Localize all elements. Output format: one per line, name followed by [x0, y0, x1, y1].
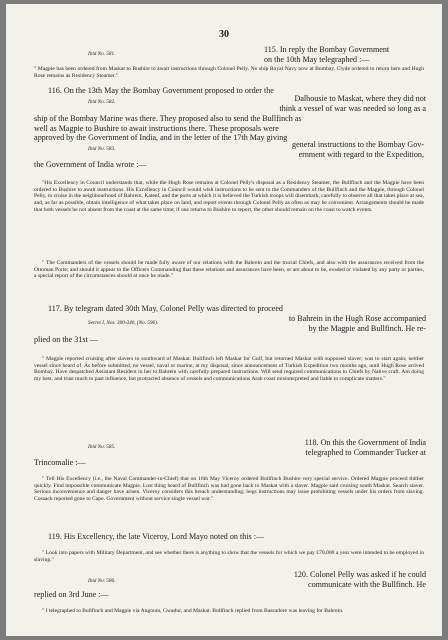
text-line: on the 10th May telegraphed :—: [264, 54, 370, 64]
text-line: well as Magpie to Bushire to await instructions there. These proposals were: [34, 123, 279, 133]
heading-p118a: [261, 438, 426, 457]
heading-p116d: [256, 140, 424, 159]
text-line: 119. His Excellency, the late Viceroy, Lord Mayo noted on this :—: [48, 532, 265, 541]
text-line: communicate with the Bullfinch. He: [307, 579, 426, 589]
text-line: plied on the 31st —: [34, 335, 98, 344]
text-line: telegraphed to Commander Tucker at: [305, 447, 426, 457]
text-line: replied on 3rd June :—: [34, 590, 109, 599]
text-line: 120. Colonel Pelly was asked if he could: [293, 570, 426, 579]
heading-p116b: [261, 94, 426, 113]
text-line: ship of the Bombay Marine was there. They proposed also to send the Bullfinch as: [34, 114, 302, 123]
heading-p119: [34, 532, 426, 542]
quote-q120: " I telegraphed to Bullfinch and Magpie via Angoum, Gwadur, and Maskat. Bullfinch replied from Bassadore was leaving for Bahrein.: [42, 608, 344, 614]
ref-ref-581: Ibid No. 581.: [88, 51, 116, 57]
ref-ref-584: Secret I, Nos. 300-340, (No. 596).: [88, 320, 159, 326]
text-line: 118. On this the Government of India: [304, 438, 426, 447]
heading-p115: [264, 45, 424, 64]
document-page: [6, 4, 442, 636]
text-line: 115. In reply the Bombay Government: [264, 45, 390, 54]
text-line: general instructions to the Bombay Gov-: [292, 140, 424, 149]
ref-ref-582: Ibid No. 582.: [88, 99, 116, 105]
ref-ref-586: Ibid No. 586.: [88, 578, 116, 584]
heading-p116e: [34, 160, 334, 170]
quote-q119: " Look into papers with Military Department, and see whether there is anything to show that the vessels for which we pay £70,000 a year were intended to be employed in slaving.": [34, 550, 424, 563]
heading-p117a: [34, 304, 426, 314]
text-line: the Government of India wrote :—: [34, 160, 147, 169]
quote-q116a: "His Excellency in Council understands that, while the Hugh Rose remains at Colonel Pelly's disposal as a Residency Steamer, the Bullfinch and the Magpie have been ordered to Bushire to await instructions. His Excellency in Council would wish instructions to be sent to the Commanders of the Bullfinch and the Magpie, through Colonel Pelly, to cruise in the neighbourhood of Bahrein, Kateef, and the ports at which it is believed the Turkish troops will disembark, carefully to observe all that takes place at sea, and, as far as possible, obtain intelligence of what takes place on land, and report events through Colonel Pelly as often as may be convenient. Arrangements should be made that both vessels be not absent from the coast at the same time; if one returns to Bushire to report, the other should remain on the coast to watch events.: [34, 180, 424, 213]
text-line: ernment with regard to the Expedition,: [298, 149, 424, 159]
page-number: 30: [219, 29, 229, 40]
quote-q115: " Magpie has been ordered from Maskat to Bushire to await instructions through Colonel Pelly. No ship Royal Navy now at Bombay. Clyde ordered to return here and Hugh Rose remains as Residency Steamer.": [34, 66, 424, 79]
text-line: approved by the Government of India, and in the letter of the 17th May giving: [34, 133, 288, 143]
text-line: Dalhousie to Maskat, where they did not: [294, 94, 426, 103]
quote-q118: " Tell His Excellency (i.e., the Naval Commander-in-Chief) that on 16th May Viceroy ordered Bullfinch Bushire very special service. Ordered Magpie proceed thither quickly. Find impossible communicate Magpie. Lost thing heard of Bullfinch was had gone back to Maskat with a slaver. Magpie said cruising south Maskat. Search slaver. Serious inconvenience and danger have arisen. Viceroy considers this breach understanding; begs instructions may issue prohibiting vessels under his orders from slaving. Cossack reported gone to Cape. Government without service single vessel war.": [34, 476, 424, 503]
ref-ref-585: Ibid No. 585.: [88, 444, 116, 450]
heading-p116c: [34, 114, 426, 143]
text-line: 116. On the 13th May the Bombay Government proposed to order the: [48, 86, 274, 95]
heading-p120b: [34, 590, 234, 600]
heading-p120a: [268, 570, 426, 589]
text-line: 117. By telegram dated 30th May, Colonel Pelly was directed to proceed: [48, 304, 283, 313]
quote-q116b: " The Commanders of the vessels should be made fully aware of our relations with the Bahrein and the trucial Chiefs, and also with the assurances received from the Ottoman Porte; and should it appear to the Officers Commanding that these relations and assurances have been, or are about to be, evaded or violated by any party or parties, a special report of the circumstances should at once be made.": [34, 260, 424, 280]
text-line: Trincomalie :—: [34, 458, 86, 467]
text-line: by the Magpie and Bullfinch. He re-: [308, 323, 426, 333]
text-line: think a vessel of war was needed so long as a: [279, 103, 426, 113]
heading-p117c: [34, 335, 234, 345]
ref-ref-583: Ibid No. 583.: [88, 146, 116, 152]
text-line: to Bahrein in the Hugh Rose accompanied: [288, 314, 426, 323]
heading-p117b: [268, 314, 426, 333]
heading-p118b: [34, 458, 184, 468]
quote-q117: " Magpie reported cruising after slavers to southward of Maskat. Bullfinch left Maskat for Gulf, but returned Maskat with supposed slaver; was to start again; neither vessel since heard of. As before submitted, no vessel, naval or marine, at my disposal, since announcement of Turkish Expedition two months ago, until Hugh Rose arrived Bombay. Have despatched Assistant Resident in her to Bahrein with carefully prepared instructions. Will send required communications to Chiefs by Native craft. Am doing my best, and trust much to past influence, but protracted absence of vessels and communications Arab coast misinterpreted and liable to complicate matters.": [34, 356, 424, 383]
